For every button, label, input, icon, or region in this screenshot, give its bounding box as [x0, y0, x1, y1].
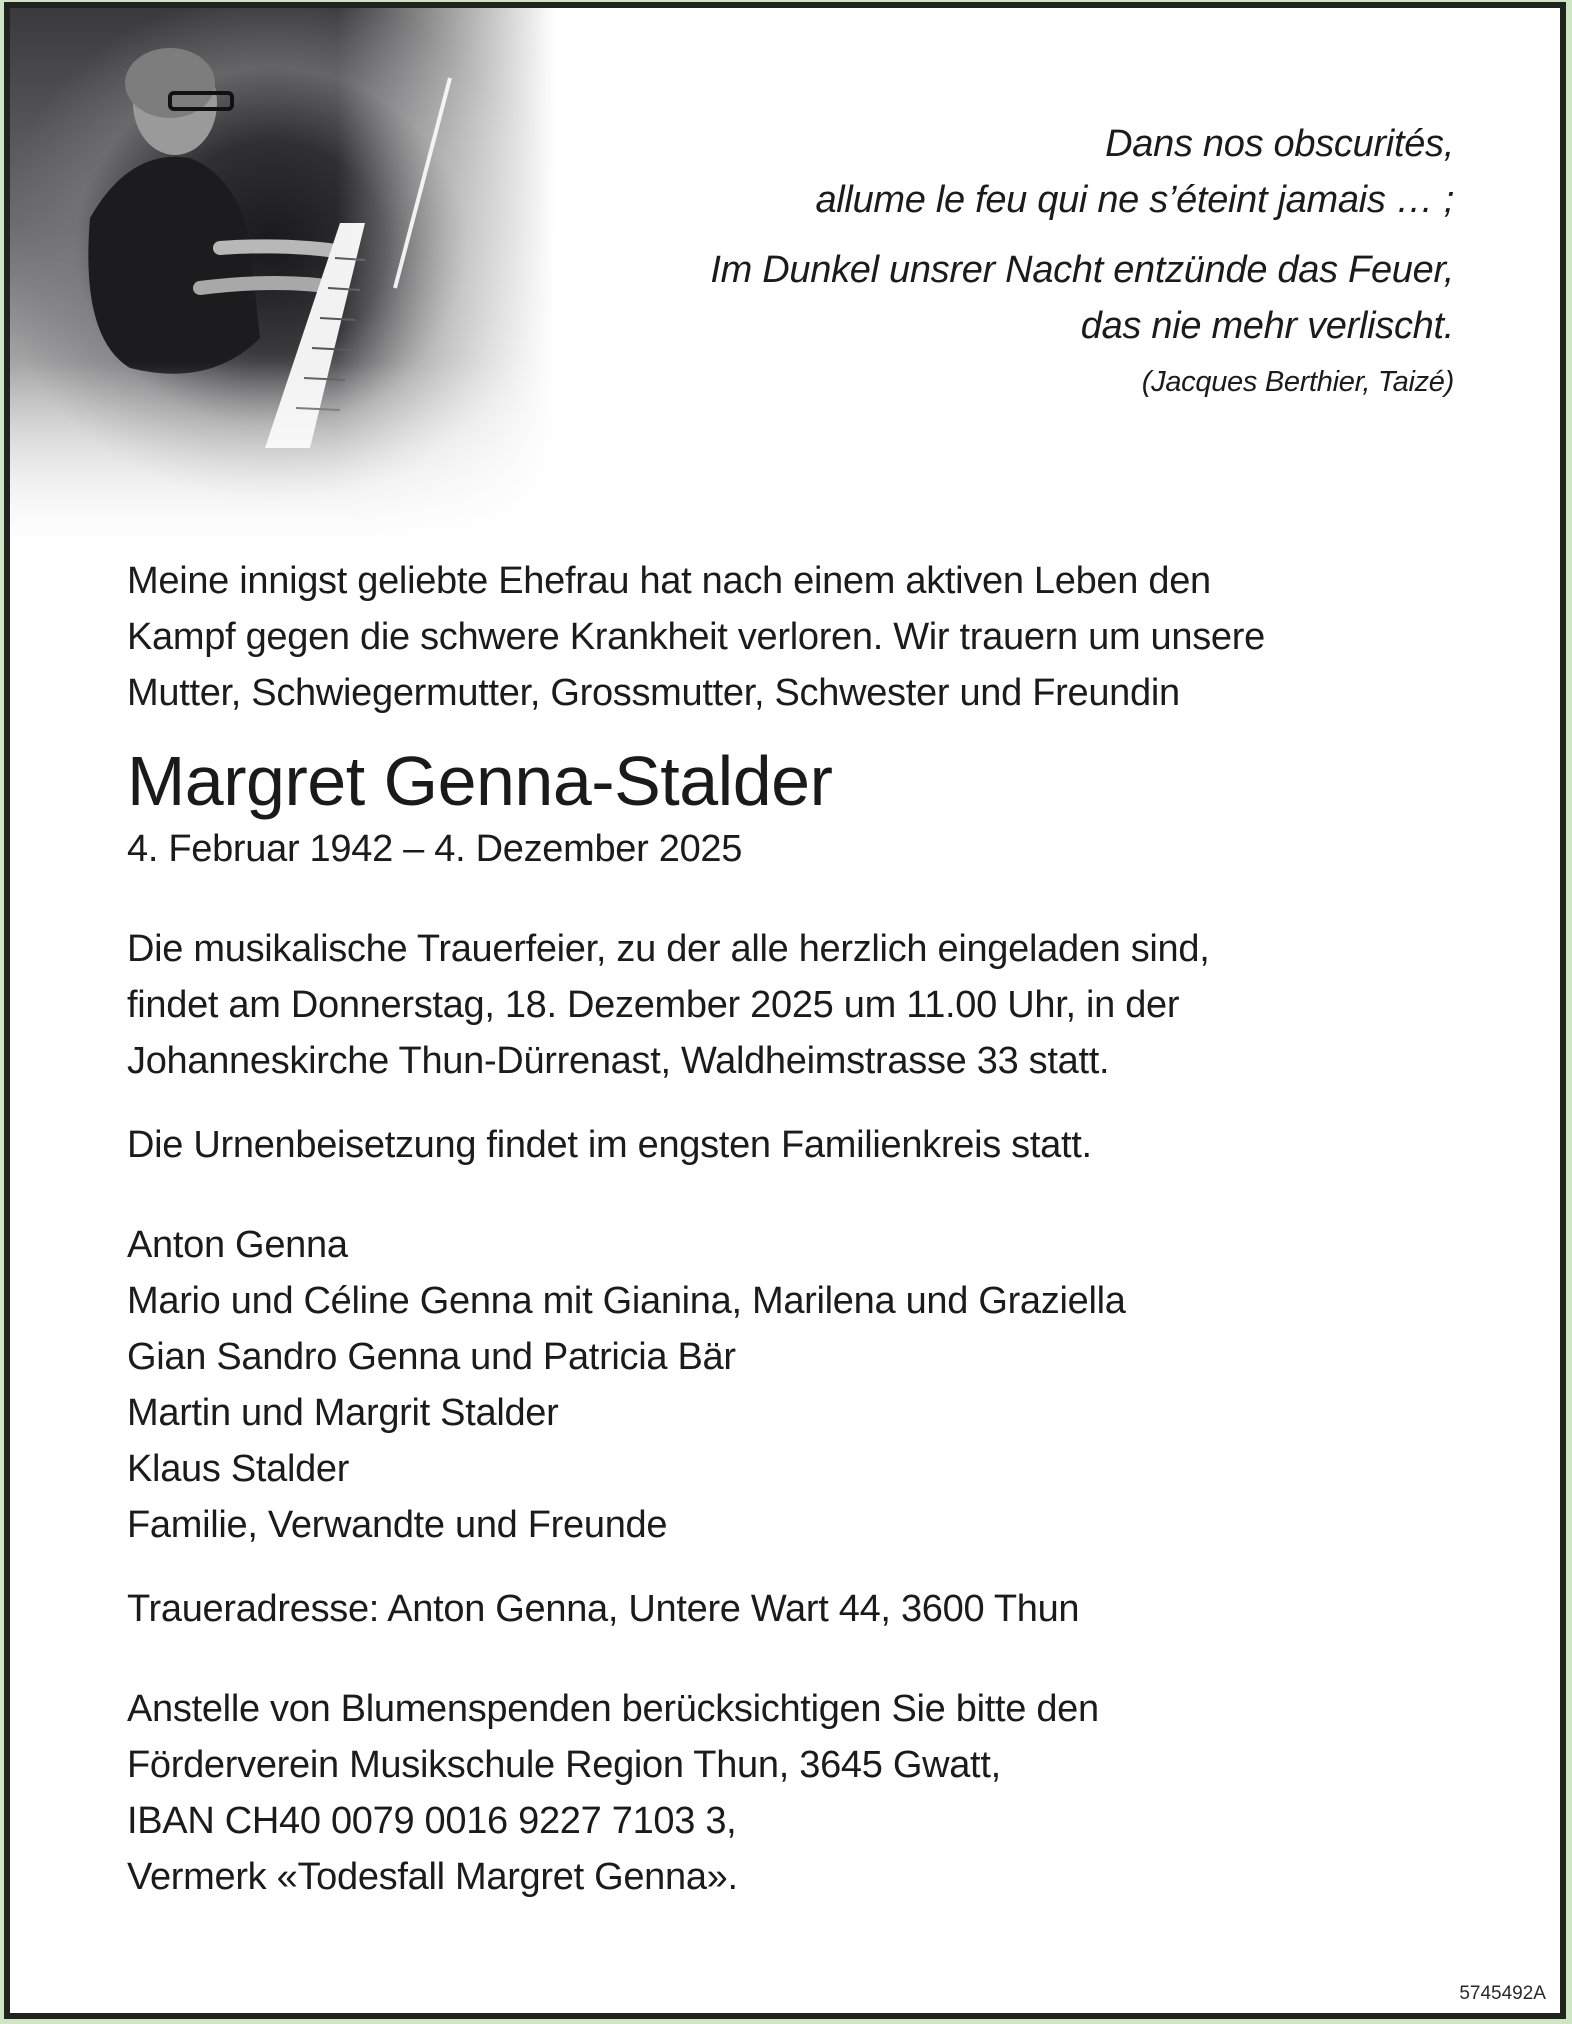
reference-number: 5745492A [1459, 1983, 1546, 2004]
quote-line: Im Dunkel unsrer Nacht entzünde das Feuer, [710, 249, 1454, 291]
service-line: Die musikalische Trauerfeier, zu der alle herzlich eingeladen sind, [127, 928, 1210, 970]
donation-line: Anstelle von Blumenspenden berücksichtigen Sie bitte den [127, 1688, 1099, 1730]
burial-note: Die Urnenbeisetzung findet im engsten Familienkreis statt. [127, 1124, 1092, 1166]
life-dates: 4. Februar 1942 – 4. Dezember 2025 [127, 828, 743, 870]
intro-line: Meine innigst geliebte Ehefrau hat nach einem aktiven Leben den [127, 560, 1211, 602]
quote-line: Dans nos obscurités, [1105, 123, 1454, 165]
quote-block [710, 116, 1454, 404]
mourner-item: Martin und Margrit Stalder [127, 1392, 559, 1434]
quote-source: (Jacques Berthier, Taizé) [1141, 366, 1454, 398]
deceased-name: Margret Genna-Stalder [127, 742, 833, 820]
mourner-item: Mario und Céline Genna mit Gianina, Marilena und Graziella [127, 1280, 1126, 1322]
intro-text [127, 553, 1457, 721]
donation-line: Vermerk «Todesfall Margret Genna». [127, 1856, 738, 1898]
service-details [127, 921, 1457, 1089]
quote-line: allume le feu qui ne s’éteint jamais … ; [815, 179, 1454, 221]
intro-line: Kampf gegen die schwere Krankheit verloren. Wir trauern um unsere [127, 616, 1265, 658]
pianist-photo-icon [10, 8, 555, 553]
mourner-item: Anton Genna [127, 1224, 348, 1266]
mourner-item: Gian Sandro Genna und Patricia Bär [127, 1336, 736, 1378]
mourners-list [127, 1217, 1457, 1553]
donation-info [127, 1681, 1457, 1905]
mourner-item: Familie, Verwandte und Freunde [127, 1504, 668, 1546]
mourning-address: Traueradresse: Anton Genna, Untere Wart 44, 3600 Thun [127, 1588, 1080, 1630]
service-line: Johanneskirche Thun-Dürrenast, Waldheimstrasse 33 statt. [127, 1040, 1110, 1082]
portrait-photo [10, 8, 555, 553]
notice-body [127, 553, 1457, 1905]
mourner-item: Klaus Stalder [127, 1448, 350, 1490]
donation-line: IBAN CH40 0079 0016 9227 7103 3, [127, 1800, 737, 1842]
donation-line: Förderverein Musikschule Region Thun, 3645 Gwatt, [127, 1744, 1001, 1786]
service-line: findet am Donnerstag, 18. Dezember 2025 um 11.00 Uhr, in der [127, 984, 1180, 1026]
obituary-notice [4, 2, 1566, 2019]
intro-line: Mutter, Schwiegermutter, Grossmutter, Schwester und Freundin [127, 672, 1180, 714]
quote-line: das nie mehr verlischt. [1080, 305, 1454, 347]
